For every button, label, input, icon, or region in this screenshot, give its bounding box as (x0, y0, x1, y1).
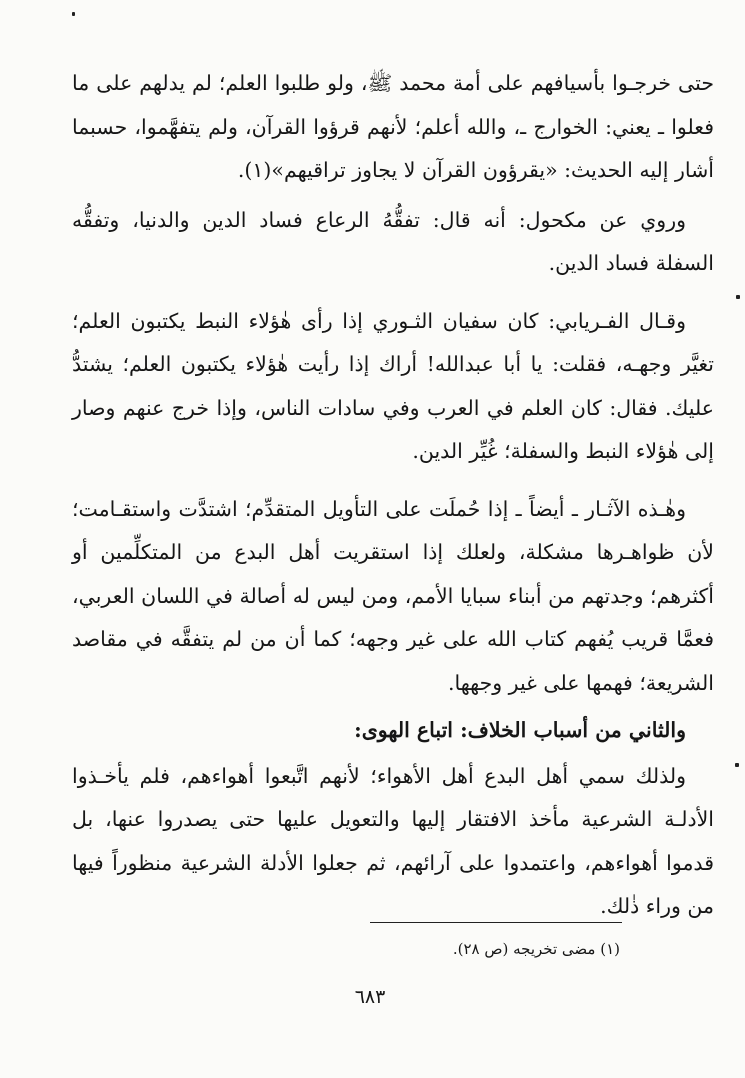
paragraph: حتى خرجـوا بأسيافهم على أمة محمد ﷺ، ولو طلبوا العلم؛ لم يدلهم على ما فعلوا ـ يعني: الخوارج ـ، والله أعلم؛ لأنهم قرؤوا القرآن، ولم يتفهَّموا، حسبما أشار إليه الحديث: «يقرؤون القرآن لا يجاوز تراقيهم»(١). (72, 71, 714, 182)
footnote-separator (370, 922, 622, 923)
scan-speck (735, 763, 739, 767)
page-body (72, 62, 714, 929)
footnote: (١) مضى تخريجه (ص ٢٨). (452, 940, 620, 958)
paragraph: ولذلك سمي أهل البدع أهل الأهواء؛ لأنهم اتَّبعوا أهواءهم، فلم يأخـذوا الأدلـة الشرعية مأخذ الافتقار إليها والتعويل عليها حتى يصدروا عنها، بل قدموا أهواءهم، واعتمدوا على آرائهم، ثم جعلوا الأدلة الشرعية منظوراً فيها من وراء ذٰلك. (72, 763, 714, 918)
paragraph: وقـال الفـريابي: كان سفيان الثـوري إذا رأى هٰؤلاء النبط يكتبون العلم؛ تغيَّر وجهـه، فقلت: يا أبا عبدالله! أراك إذا رأيت هٰؤلاء يكتبون العلم؛ يشتدُّ عليك. فقال: كان العلم في العرب وفي سادات الناس، وإذا خرج عنهم وصار إلى هٰؤلاء النبط والسفلة؛ غُيِّر الدين. (72, 308, 714, 463)
paragraph: وهٰـذه الآثـار ـ أيضاً ـ إذا حُملَت على التأويل المتقدِّم؛ اشتدَّت واستقـامت؛ لأن ظواهـرها مشكلة، ولعلك إذا استقريت أهل البدع من المتكلِّمين أو أكثرهم؛ وجدتهم من أبناء سبايا الأمم، ومن ليس له أصالة في اللسان العربي، فعمَّا قريب يُفهم كتاب الله على غير وجهه؛ كما أن من لم يتفقَّه في مقاصد الشريعة؛ فهمها على غير وجهها. (72, 496, 714, 695)
page-number: ٦٨٣ (354, 986, 386, 1008)
scan-speck (736, 295, 740, 299)
scan-speck (72, 12, 75, 16)
paragraph: وروي عن مكحول: أنه قال: تفقُّهُ الرعاع فساد الدين والدنيا، وتفقُّه السفلة فساد الدين. (72, 207, 714, 275)
section-heading: والثاني من أسباب الخلاف: اتباع الهوى: (354, 718, 686, 742)
